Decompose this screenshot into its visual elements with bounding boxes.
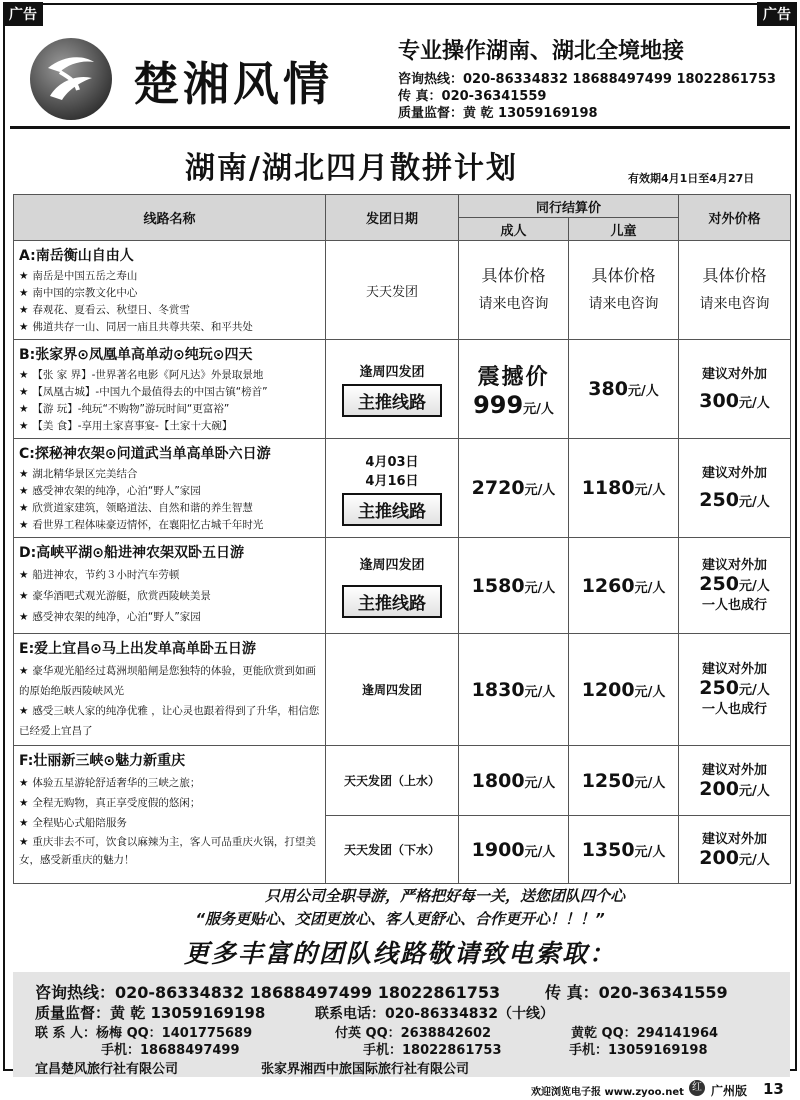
header-hotline: 咨询热线：020-86334832 18688497499 18022861753: [398, 72, 776, 87]
public-price: 建议对外加 250元/人 一人也成行: [679, 538, 791, 634]
depart-date: 逢周四发团: [359, 557, 425, 573]
validity-note: 有效期4月1日至4月27日: [628, 172, 755, 185]
child-price: 具体价格 请来电咨询: [569, 241, 679, 340]
col-date-header: 发团日期: [326, 195, 459, 241]
route-name: A:南岳衡山自由人: [19, 248, 134, 264]
route-cell: [14, 538, 326, 634]
route-cell: [14, 439, 326, 538]
route-name: E:爱上宜昌⊙马上出发单高单卧五日游: [19, 641, 256, 657]
route-cell: [14, 746, 326, 884]
table-row: [14, 634, 791, 746]
adult-price: 2720元/人: [459, 439, 569, 538]
col-child-header: 儿童: [569, 218, 679, 241]
route-item: ★ 感受神农架的纯净，心泊“野人”家园: [19, 485, 201, 497]
route-item: ★ 全程贴心式船陪服务: [19, 817, 127, 829]
footer-supervision: 质量监督：黄 乾 13059169198: [35, 1004, 266, 1022]
featured-badge: 主推线路: [342, 384, 442, 417]
route-cell: [14, 241, 326, 340]
route-item: ★ 湖北精华景区完美结合: [19, 468, 138, 480]
footer-fax: 传 真：020-36341559: [545, 983, 728, 1002]
child-price: 1260元/人: [569, 538, 679, 634]
route-item: ★ 南岳是中国五岳之寿山: [19, 270, 138, 282]
adult-price: 1580元/人: [459, 538, 569, 634]
route-item: ★ 春观花、夏看云、秋望日、冬赏雪: [19, 304, 190, 316]
route-item: ★ 船进神农，节约３小时汽车劳顿: [19, 569, 180, 581]
public-price: 建议对外加 200元/人: [679, 816, 791, 884]
slogan-line-2: “服务更贴心、交团更放心、客人更舒心、合作更开心！！！”: [195, 910, 605, 928]
mobile-2: 手机：18022861753: [363, 1043, 502, 1058]
header-fax: 传 真：020-36341559: [398, 89, 547, 104]
footer-phone: 联系电话：020-86334832（十线）: [315, 1006, 554, 1022]
public-price: 具体价格 请来电咨询: [679, 241, 791, 340]
route-item: ★ 【游 玩】-纯玩“不购物”游玩时间“更富裕”: [19, 403, 230, 415]
route-name: D:高峡平湖⊙船进神农架双卧五日游: [19, 545, 244, 561]
route-item: ★ 豪华酒吧式观光游艇，欣赏西陵峡美景: [19, 590, 211, 602]
brand-logo: [30, 38, 112, 120]
table-row: [14, 241, 791, 340]
child-price: 1200元/人: [569, 634, 679, 746]
footer-hotline: 咨询热线：020-86334832 18688497499 18022861753: [35, 983, 501, 1002]
newspaper-footer: [3, 1080, 797, 1098]
depart-date: 逢周四发团: [326, 634, 459, 746]
public-price: 建议对外加 250元/人 一人也成行: [679, 634, 791, 746]
child-price: 1350元/人: [569, 816, 679, 884]
adult-price: 1900元/人: [459, 816, 569, 884]
mobile-1: 手机：18688497499: [101, 1043, 240, 1058]
route-item: ★ 【张 家 界】-世界著名电影《阿凡达》外景取景地: [19, 369, 264, 381]
col-public-header: 对外价格: [679, 195, 791, 241]
price-table: [13, 194, 791, 884]
mobile-3: 手机：13059169198: [569, 1043, 708, 1058]
public-price: 建议对外加 200元/人: [679, 746, 791, 816]
route-item: ★ 感受神农架的纯净，心泊“野人”家园: [19, 611, 201, 623]
ad-label-left: 广告: [3, 2, 43, 26]
shock-price-label: 震撼价: [477, 364, 550, 390]
tagline: 专业操作湖南、湖北全境地接: [398, 39, 685, 64]
adult-price: 1800元/人: [459, 746, 569, 816]
route-cell: [14, 340, 326, 439]
contact-person-1: 联 系 人：杨梅 QQ：1401775689: [35, 1026, 253, 1041]
route-name: C:探秘神农架⊙问道武当单高单卧六日游: [19, 446, 271, 462]
depart-date-downstream: 天天发团（下水）: [326, 816, 459, 884]
route-item: ★ 【凤凰古城】-中国九个最值得去的中国古镇“榜首”: [19, 386, 268, 398]
child-price: 1180元/人: [569, 439, 679, 538]
public-price: 建议对外加 250元/人: [679, 439, 791, 538]
adult-price: 具体价格 请来电咨询: [459, 241, 569, 340]
contact-person-2: 付英 QQ：2638842602: [335, 1026, 492, 1041]
route-name: B:张家界⊙凤凰单高单动⊙纯玩⊙四天: [19, 347, 253, 363]
company-1: 宜昌楚风旅行社有限公司: [35, 1062, 179, 1077]
table-row: [14, 439, 791, 538]
header-divider: [10, 126, 790, 129]
depart-date-upstream: 天天发团（上水）: [326, 746, 459, 816]
depart-date: 天天发团: [326, 241, 459, 340]
more-routes-heading: 更多丰富的团队线路敬请致电索取：: [183, 939, 616, 968]
route-item: ★ 南中国的宗教文化中心: [19, 287, 138, 299]
public-price: 建议对外加 300元/人: [679, 340, 791, 439]
adult-price: 1830元/人: [459, 634, 569, 746]
col-route-header: 线路名称: [14, 195, 326, 241]
page-title: 湖南/湖北四月散拼计划: [185, 151, 518, 186]
route-cell: [14, 634, 326, 746]
table-row: [14, 746, 791, 816]
slogan-line-1: 只用公司全职导游，严格把好每一关，送您团队四个心: [264, 887, 625, 905]
depart-date: 逢周四发团: [359, 365, 425, 380]
table-row: [14, 340, 791, 439]
paper-logo-icon: 红: [689, 1080, 705, 1096]
featured-badge: 主推线路: [342, 585, 442, 618]
depart-cell: [326, 340, 459, 439]
featured-badge: 主推线路: [342, 493, 442, 526]
col-group-header: 同行结算价: [459, 195, 679, 218]
logo-swirl-icon: [30, 38, 112, 120]
contact-box: [13, 972, 790, 1077]
col-adult-header: 成人: [459, 218, 569, 241]
ad-label-right: 广告: [757, 2, 797, 26]
depart-date: 4月03日: [365, 454, 419, 470]
site-link[interactable]: 欢迎浏览电子报 www.zyoo.net: [531, 1087, 684, 1098]
route-item: ★ 感受三峡人家的纯净优雅 ，让心灵也跟着得到了升华，相信您已经爱上宜昌了: [19, 705, 320, 737]
depart-cell: [326, 538, 459, 634]
header-supervision: 质量监督：黄 乾 13059169198: [398, 106, 598, 121]
depart-cell: [326, 439, 459, 538]
brand-name: 楚湘风情: [133, 57, 333, 111]
route-name: F:壮丽新三峡⊙魅力新重庆: [19, 753, 186, 769]
contact-person-3: 黄乾 QQ：294141964: [571, 1026, 719, 1041]
page-number: 13: [763, 1080, 784, 1098]
child-price: 380元/人: [569, 340, 679, 439]
depart-date: 4月16日: [365, 473, 419, 489]
route-item: ★ 【美 食】-享用土家喜事宴-【土家十大碗】: [19, 420, 233, 432]
edition-label: 广州版: [711, 1084, 748, 1098]
route-item: ★ 豪华观光船经过葛洲坝船闸是您独特的体验，更能欣赏到如画的原始绝版西陵峡风光: [19, 665, 316, 697]
route-item: ★ 全程无购物，真正享受度假的悠闲；: [19, 797, 201, 809]
child-price: 1250元/人: [569, 746, 679, 816]
route-item: ★ 看世界工程体味豪迈情怀，在襄阳忆古城千年时光: [19, 519, 264, 531]
route-item: ★ 重庆非去不可，饮食以麻辣为主，客人可品重庆火锅，打望美女，感受新重庆的魅力！: [19, 836, 316, 866]
company-2: 张家界湘西中旅国际旅行社有限公司: [261, 1062, 470, 1077]
adult-price: 震撼价 999元/人: [459, 340, 569, 439]
route-item: ★ 体验五星游轮舒适奢华的三峡之旅；: [19, 777, 201, 789]
route-item: ★ 佛道共存一山、同居一庙且共尊共荣、和平共处: [19, 321, 253, 333]
route-item: ★ 欣赏道家建筑，领略道法、自然和谐的养生智慧: [19, 502, 253, 514]
table-row: [14, 538, 791, 634]
